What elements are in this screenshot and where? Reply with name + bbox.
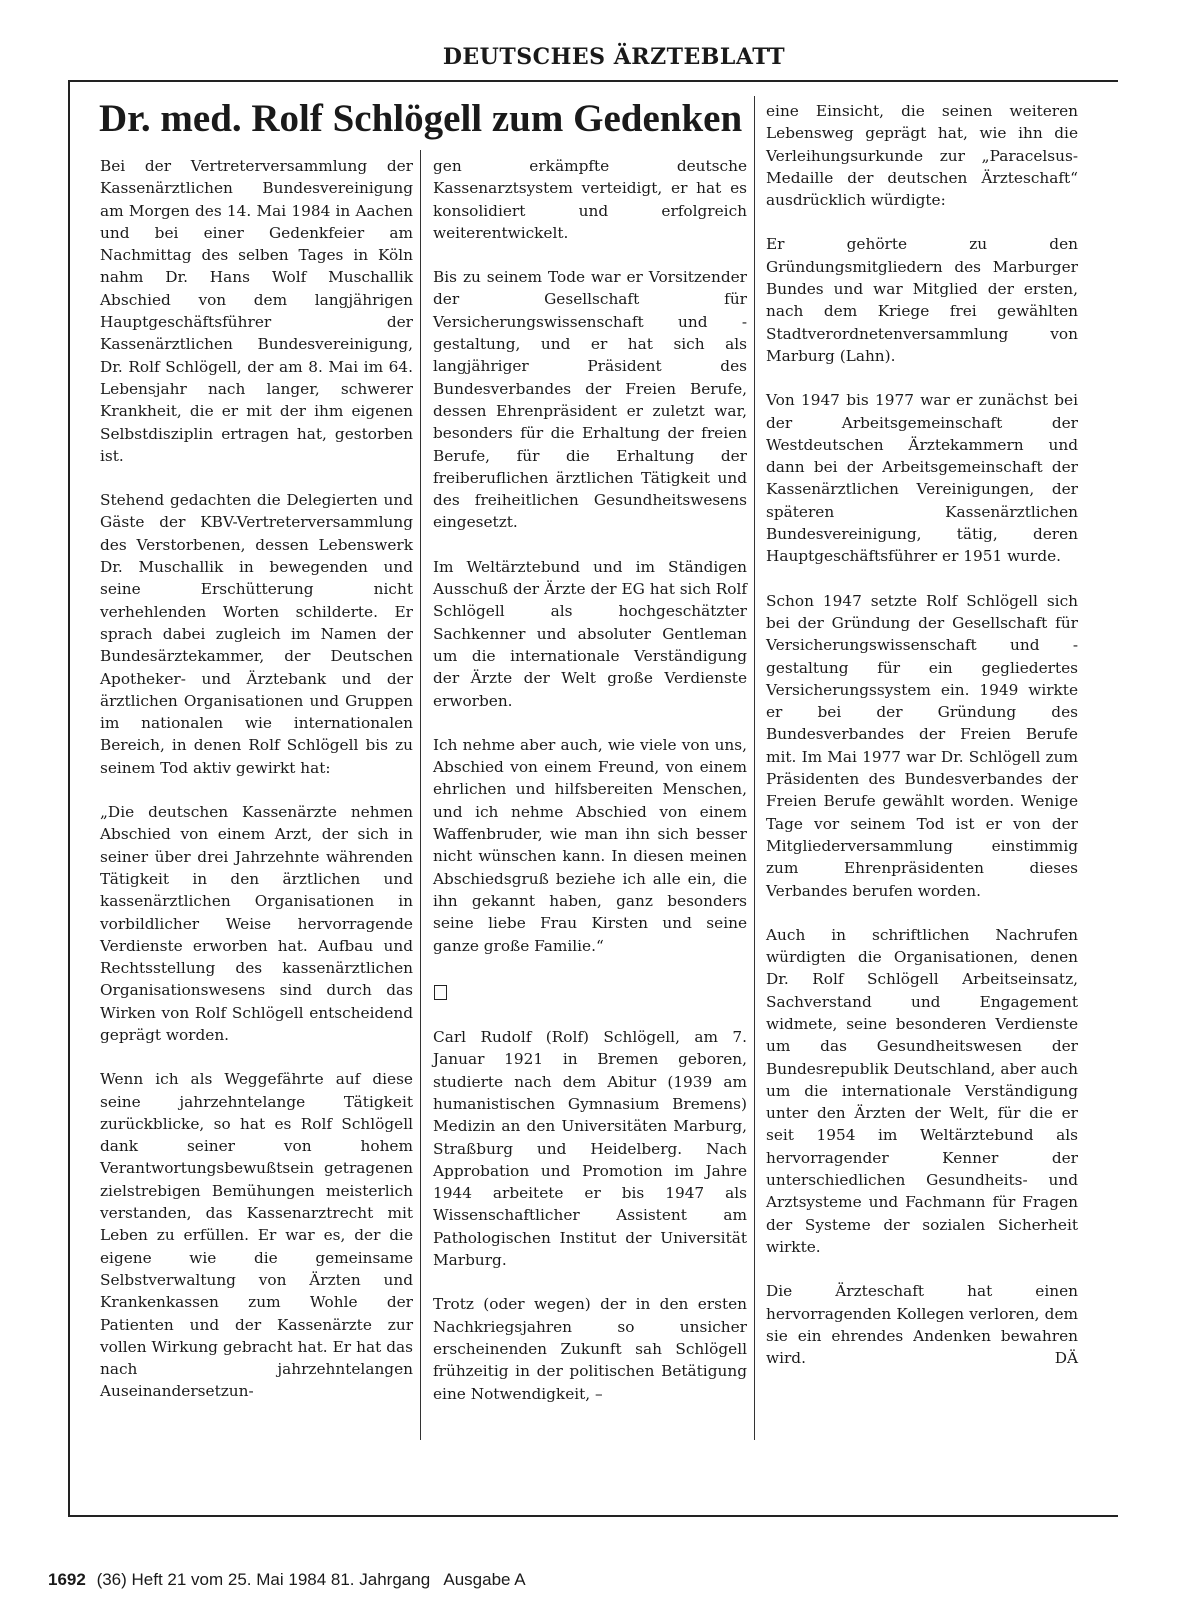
closing-text: Die Ärzteschaft hat einen hervorragenden Kollegen verloren, dem sie ein ehrendes Andenken bewahren wird.: [766, 1282, 1078, 1368]
article-column-3: [766, 100, 1078, 1369]
paragraph: Von 1947 bis 1977 war er zunächst bei der Arbeitsgemeinschaft der Westdeutschen Ärztekammern und dann bei der Arbeitsgemeinschaft der Kassenärztlichen Vereinigungen, der späteren Kassenärztlichen Bundesvereinigung, tätig, deren Hauptgeschäftsführer er 1951 wurde.: [766, 391, 1078, 566]
article-column-2: [433, 155, 747, 1405]
column-divider: [754, 96, 755, 1440]
paragraph: Bis zu seinem Tode war er Vorsitzender der Gesellschaft für Versicherungswissenschaft und -gestaltung, und er hat sich als langjähriger Präsident des Bundesverbandes der Freien Berufe, dessen Ehrenpräsident er zuletzt war, besonders für die Erhaltung der freien Berufe, für die Erhaltung der freiberuflichen ärztlichen Tätigkeit und des freiheitlichen Gesundheitswesens eingesetzt.: [433, 268, 747, 532]
article-headline: Dr. med. Rolf Schlögell zum Gedenken: [99, 97, 743, 140]
biography-paragraph: Trotz (oder wegen) der in den ersten Nachkriegsjahren so unsicher erscheinenden Zukunft sah Schlögell frühzeitig in der politischen Betätigung eine Notwendigkeit, –: [433, 1295, 747, 1403]
issue-info: (36) Heft 21 vom 25. Mai 1984 81. Jahrgang Ausgabe A: [96, 1570, 526, 1589]
quote-paragraph: Wenn ich als Weggefährte auf diese seine jahrzehntelange Tätigkeit zurückblicke, so hat es Rolf Schlögell dank seiner von hohem Verantwortungsbewußtsein getragenen zielstrebigen Bemühungen meisterlich verstanden, das Kassenarztrecht mit Leben zu erfüllen. Er war es, der die eigene wie die gemeinsame Selbstverwaltung von Ärzten und Krankenkassen zum Wohle der Patienten und der Kassenärzte zur vollen Wirkung gebracht hat. Er hat das nach jahrzehntelangen Auseinandersetzun-: [100, 1070, 413, 1401]
page-number: 1692: [48, 1570, 86, 1589]
paragraph: Ich nehme aber auch, wie viele von uns, Abschied von einem Freund, von einem ehrlichen und hilfsbereiten Menschen, und ich nehme Abschied von einem Waffenbruder, wie man ihn sich besser nicht wünschen kann. In diesen meinen Abschiedsgruß beziehe ich alle ein, die ihn gekannt haben, ganz besonders seine liebe Frau Kirsten und seine ganze große Familie.“: [433, 735, 747, 955]
section-separator-box: [434, 985, 447, 1000]
closing-paragraph: [766, 1280, 1078, 1369]
paragraph: Er gehörte zu den Gründungsmitgliedern des Marburger Bundes und war Mitglied der ersten, nach dem Kriege frei gewählten Stadtverordnetenversammlung von Marburg (Lahn).: [766, 235, 1078, 365]
bottom-rule: [68, 1515, 1118, 1517]
paragraph: Auch in schriftlichen Nachrufen würdigten die Organisationen, denen Dr. Rolf Schlögell Arbeitseinsatz, Sachverstand und Engagement widmete, seine besonderen Verdienste um das Gesundheitswesen der Bundesrepublik Deutschland, aber auch um die internationale Verständigung unter den Ärzten der Welt, für die er seit 1954 im Weltärztebund als hervorragender Kenner der unterschiedlichen Gesundheits- und Arztsysteme und Fachmann für Fragen der Systeme der sozialen Sicherheit wirkte.: [766, 925, 1078, 1256]
paragraph: eine Einsicht, die seinen weiteren Lebensweg geprägt hat, wie ihn die Verleihungsurkunde zur „Paracelsus-Medaille der deutschen Ärzteschaft“ ausdrücklich würdigte:: [766, 102, 1078, 210]
masthead: DEUTSCHES ÄRZTEBLATT: [442, 44, 786, 70]
column-divider: [420, 150, 421, 1440]
author-signature: DÄ: [1054, 1349, 1078, 1368]
biography-paragraph: Carl Rudolf (Rolf) Schlögell, am 7. Januar 1921 in Bremen geboren, studierte nach dem Abitur (1939 am humanistischen Gymnasium Bremens) Medizin an den Universitäten Marburg, Straßburg und Heidelberg. Nach Approbation und Promotion im Jahre 1944 arbeitete er bis 1947 als Wissenschaftlicher Assistent am Pathologischen Institut der Universität Marburg.: [433, 1028, 747, 1270]
page-footer: [48, 1570, 526, 1590]
paragraph: Im Weltärztebund und im Ständigen Ausschuß der Ärzte der EG hat sich Rolf Schlögell als hochgeschätzter Sachkenner und absoluter Gentleman um die internationale Verständigung der Ärzte der Welt große Verdienste erworben.: [433, 557, 748, 710]
paragraph: Bei der Vertreterversammlung der Kassenärztlichen Bundesvereinigung am Morgen des 14. Mai 1984 in Aachen und bei einer Gedenkfeier am Nachmittag des selben Tages in Köln nahm Dr. Hans Wolf Muschallik Abschied von dem langjährigen Hauptgeschäftsführer der Kassenärztlichen Bundesvereinigung, Dr. Rolf Schlögell, der am 8. Mai im 64. Lebensjahr nach langer, schwerer Krankheit, die er mit der ihm eigenen Selbstdisziplin ertragen hat, gestorben ist.: [100, 157, 413, 465]
quote-paragraph: „Die deutschen Kassenärzte nehmen Abschied von einem Arzt, der sich in seiner über drei Jahrzehnte währenden Tätigkeit in den ärztlichen und kassenärztlichen Organisationen in vorbildlicher Weise hervorragende Verdienste erworben hat. Aufbau und Rechtsstellung des kassenärztlichen Organisationswesens sind durch das Wirken von Rolf Schlögell entscheidend geprägt worden.: [100, 803, 413, 1044]
paragraph: Schon 1947 setzte Rolf Schlögell sich bei der Gründung der Gesellschaft für Versicherungswissenschaft und -gestaltung für ein gegliedertes Versicherungssystem ein. 1949 wirkte er bei der Gründung des Bundesverbandes der Freien Berufe mit. Im Mai 1977 war Dr. Schlögell zum Präsidenten des Bundesverbandes der Freien Berufe gewählt worden. Wenige Tage vor seinem Tod ist er von der Mitgliederversammlung einstimmig zum Ehrenpräsidenten dieses Verbandes berufen worden.: [766, 591, 1078, 900]
article-column-1: [100, 155, 413, 1403]
top-rule: [68, 80, 1118, 82]
paragraph: Stehend gedachten die Delegierten und Gäste der KBV-Vertreterversammlung des Verstorbenen, dessen Lebenswerk Dr. Muschallik in bewegenden und seine Erschütterung nicht verhehlenden Worten schilderte. Er sprach dabei zugleich im Namen der Bundesärztekammer, der Deutschen Apotheker- und Ärztebank und der ärztlichen Organisationen und Gruppen im nationalen wie internationalen Bereich, in denen Rolf Schlögell bis zu seinem Tod aktiv gewirkt hat:: [100, 491, 413, 777]
left-rule: [68, 80, 70, 1517]
paragraph: gen erkämpfte deutsche Kassenarztsystem verteidigt, er hat es konsolidiert und erfolgreich weiterentwickelt.: [433, 157, 747, 242]
